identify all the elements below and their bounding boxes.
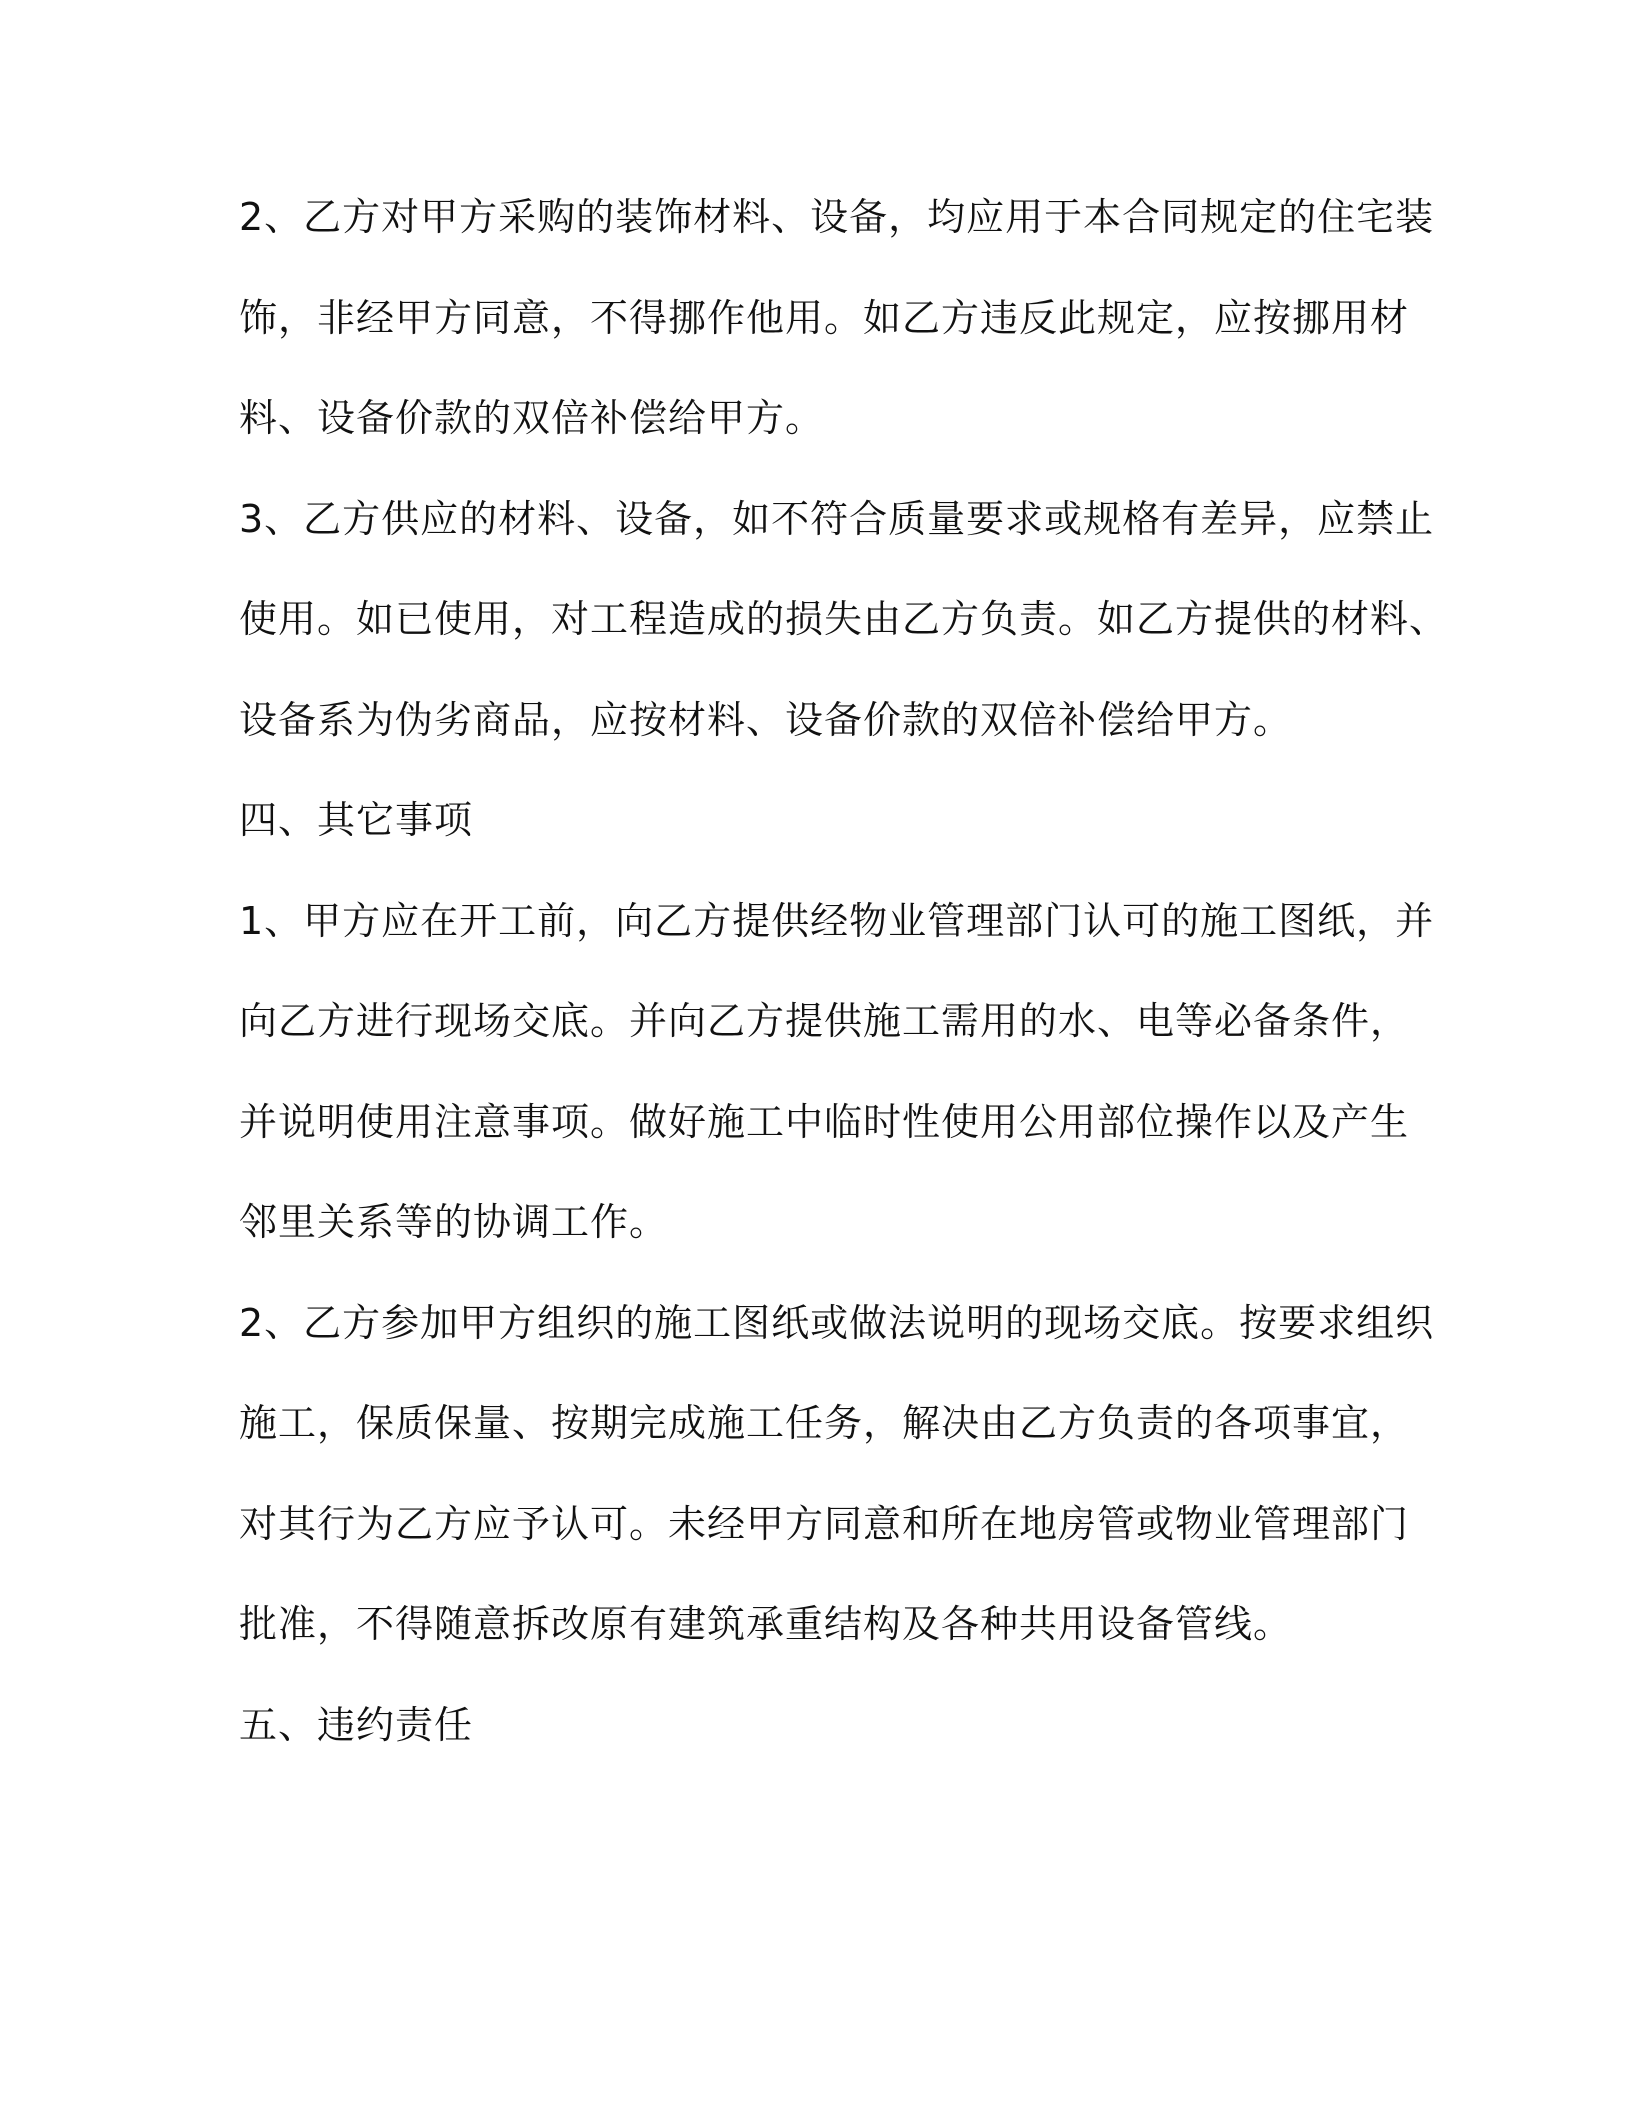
text-line: 向乙方进行现场交底。并向乙方提供施工需用的水、电等必备条件， (239, 999, 1410, 1043)
text-line: 料、设备价款的双倍补偿给甲方。 (239, 396, 825, 440)
text-line: 批准，不得随意拆改原有建筑承重结构及各种共用设备管线。 (239, 1602, 1293, 1646)
text-line: 3、乙方供应的材料、设备，如不符合质量要求或规格有差异，应禁止 (239, 497, 1435, 541)
text-line: 使用。如已使用，对工程造成的损失由乙方负责。如乙方提供的材料、 (239, 597, 1449, 641)
text-line: 1、甲方应在开工前，向乙方提供经物业管理部门认可的施工图纸，并 (239, 899, 1435, 943)
text-line: 设备系为伪劣商品，应按材料、设备价款的双倍补偿给甲方。 (239, 698, 1293, 742)
section-heading: 四、其它事项 (239, 798, 474, 842)
text-line: 饰，非经甲方同意，不得挪作他用。如乙方违反此规定，应按挪用材 (239, 296, 1410, 340)
text-line: 施工，保质保量、按期完成施工任务，解决由乙方负责的各项事宜， (239, 1401, 1410, 1445)
text-line: 对其行为乙方应予认可。未经甲方同意和所在地房管或物业管理部门 (239, 1502, 1410, 1546)
section-heading: 五、违约责任 (239, 1703, 474, 1747)
text-line: 邻里关系等的协调工作。 (239, 1200, 669, 1244)
text-line: 2、乙方对甲方采购的装饰材料、设备，均应用于本合同规定的住宅装 (239, 195, 1435, 239)
text-line: 并说明使用注意事项。做好施工中临时性使用公用部位操作以及产生 (239, 1100, 1410, 1144)
text-line: 2、乙方参加甲方组织的施工图纸或做法说明的现场交底。按要求组织 (239, 1301, 1435, 1345)
